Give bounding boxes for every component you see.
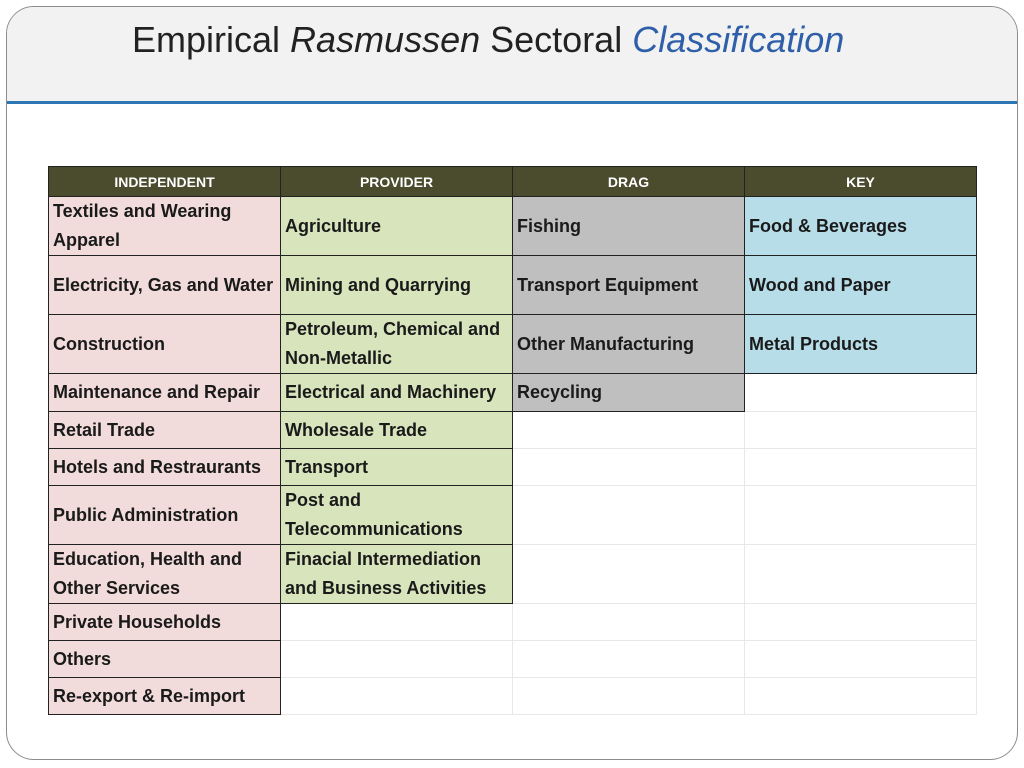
table-row: [49, 315, 977, 374]
independent-cell: Retail Trade: [49, 412, 281, 449]
provider-cell: Petroleum, Chemical and Non-Metallic: [281, 315, 513, 374]
independent-cell: Electricity, Gas and Water: [49, 256, 281, 315]
provider-cell: Wholesale Trade: [281, 412, 513, 449]
independent-cell: Textiles and Wearing Apparel: [49, 197, 281, 256]
header-key: KEY: [745, 167, 977, 197]
drag-cell: Transport Equipment: [513, 256, 745, 315]
empty-cell: [745, 641, 977, 678]
empty-cell: [513, 449, 745, 486]
classification-table: [48, 166, 977, 715]
empty-cell: [513, 486, 745, 545]
empty-cell: [745, 545, 977, 604]
empty-cell: [513, 604, 745, 641]
table-row: [49, 256, 977, 315]
title-part-1: Empirical: [132, 19, 281, 60]
header-drag: DRAG: [513, 167, 745, 197]
provider-cell: Transport: [281, 449, 513, 486]
empty-cell: [281, 678, 513, 715]
provider-cell: Agriculture: [281, 197, 513, 256]
empty-cell: [745, 449, 977, 486]
empty-cell: [281, 604, 513, 641]
independent-cell: Hotels and Restraurants: [49, 449, 281, 486]
empty-cell: [513, 641, 745, 678]
title-part-4: Classification: [632, 19, 845, 60]
provider-cell: Electrical and Machinery: [281, 374, 513, 412]
table-row: [49, 486, 977, 545]
header-independent: INDEPENDENT: [49, 167, 281, 197]
key-cell: Food & Beverages: [745, 197, 977, 256]
header-provider: PROVIDER: [281, 167, 513, 197]
independent-cell: Construction: [49, 315, 281, 374]
empty-cell: [745, 412, 977, 449]
empty-cell: [745, 604, 977, 641]
independent-cell: Private Households: [49, 604, 281, 641]
table-header-row: [49, 167, 977, 197]
empty-cell: [281, 641, 513, 678]
table-row: [49, 545, 977, 604]
table-row: [49, 412, 977, 449]
drag-cell: Recycling: [513, 374, 745, 412]
provider-cell: Mining and Quarrying: [281, 256, 513, 315]
empty-cell: [745, 374, 977, 412]
key-cell: Metal Products: [745, 315, 977, 374]
table-row: [49, 197, 977, 256]
empty-cell: [513, 678, 745, 715]
table-row: [49, 449, 977, 486]
empty-cell: [513, 545, 745, 604]
independent-cell: Re-export & Re-import: [49, 678, 281, 715]
independent-cell: Public Administration: [49, 486, 281, 545]
drag-cell: Other Manufacturing: [513, 315, 745, 374]
empty-cell: [513, 412, 745, 449]
drag-cell: Fishing: [513, 197, 745, 256]
provider-cell: Post and Telecommunications: [281, 486, 513, 545]
slide-title: [132, 19, 844, 61]
empty-cell: [745, 678, 977, 715]
independent-cell: Maintenance and Repair: [49, 374, 281, 412]
title-part-2: Rasmussen: [290, 19, 481, 60]
table-row: [49, 604, 977, 641]
table-row: [49, 374, 977, 412]
title-band: [7, 7, 1017, 104]
table-row: [49, 641, 977, 678]
empty-cell: [745, 486, 977, 545]
table-row: [49, 678, 977, 715]
independent-cell: Education, Health and Other Services: [49, 545, 281, 604]
key-cell: Wood and Paper: [745, 256, 977, 315]
provider-cell: Finacial Intermediation and Business Activities: [281, 545, 513, 604]
independent-cell: Others: [49, 641, 281, 678]
title-part-3: Sectoral: [490, 19, 623, 60]
